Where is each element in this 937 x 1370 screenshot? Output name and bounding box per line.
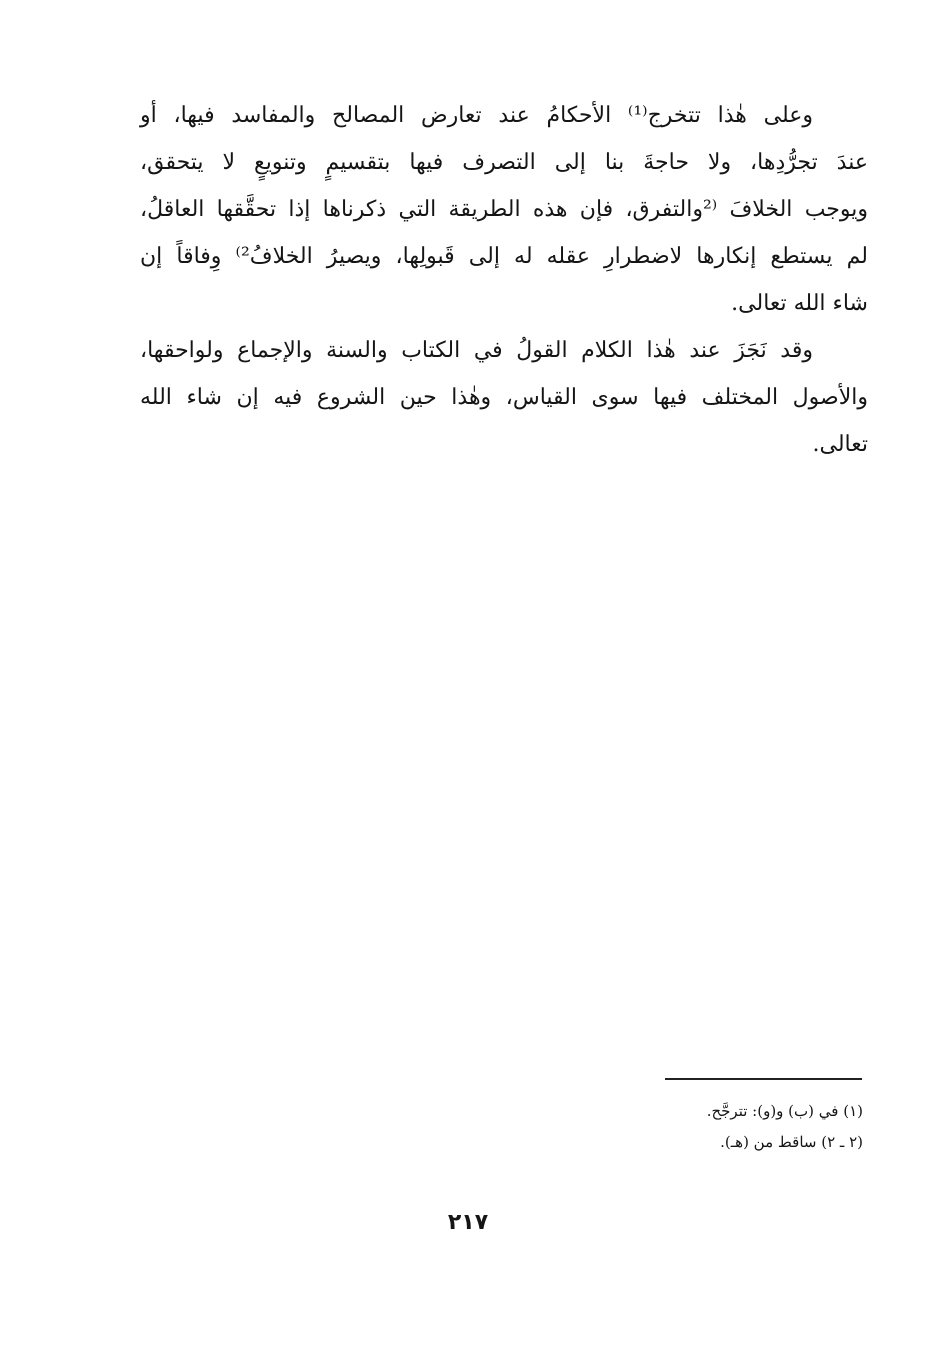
text-line: شاء الله تعالى. bbox=[731, 291, 868, 316]
footnotes bbox=[560, 1096, 863, 1158]
paragraph-2 bbox=[140, 327, 868, 468]
text-line: وقد نَجَزَ عند هٰذا الكلام القولُ في الكتاب والسنة والإجماع ولواحقها، bbox=[140, 338, 813, 363]
text-line: والأصول المختلف فيها سوى القياس، وهٰذا حين الشروع فيه إن شاء الله bbox=[140, 385, 868, 410]
page-number: ٢١٧ bbox=[447, 1210, 489, 1235]
footnote-2: (٢ ـ ٢) ساقط من (هـ). bbox=[720, 1133, 863, 1151]
text-line: وعلى هٰذا تتخرج⁽¹⁾ الأحكامُ عند تعارض المصالح والمفاسد فيها، أو bbox=[140, 103, 813, 128]
text-line: ويوجب الخلافَ ⁽²والتفرق، فإن هذه الطريقة التي ذكرناها إذا تحقَّقها العاقلُ، bbox=[140, 197, 869, 222]
main-text bbox=[140, 92, 868, 468]
footnote-1: (١) في (ب) و(و): تترجَّح. bbox=[706, 1102, 863, 1120]
text-line: تعالى. bbox=[812, 432, 868, 457]
text-line: عندَ تجرُّدِها، ولا حاجةَ بنا إلى التصرف فيها بتقسيمٍ وتنويعٍ لا يتحقق، bbox=[140, 150, 868, 175]
text-line: لم يستطع إنكارها لاضطرارِ عقله له إلى قَبولِها، ويصيرُ الخلافُ²⁾ وِفاقاً إن bbox=[140, 244, 868, 269]
footnote-divider bbox=[665, 1078, 862, 1080]
paragraph-1 bbox=[140, 92, 868, 327]
